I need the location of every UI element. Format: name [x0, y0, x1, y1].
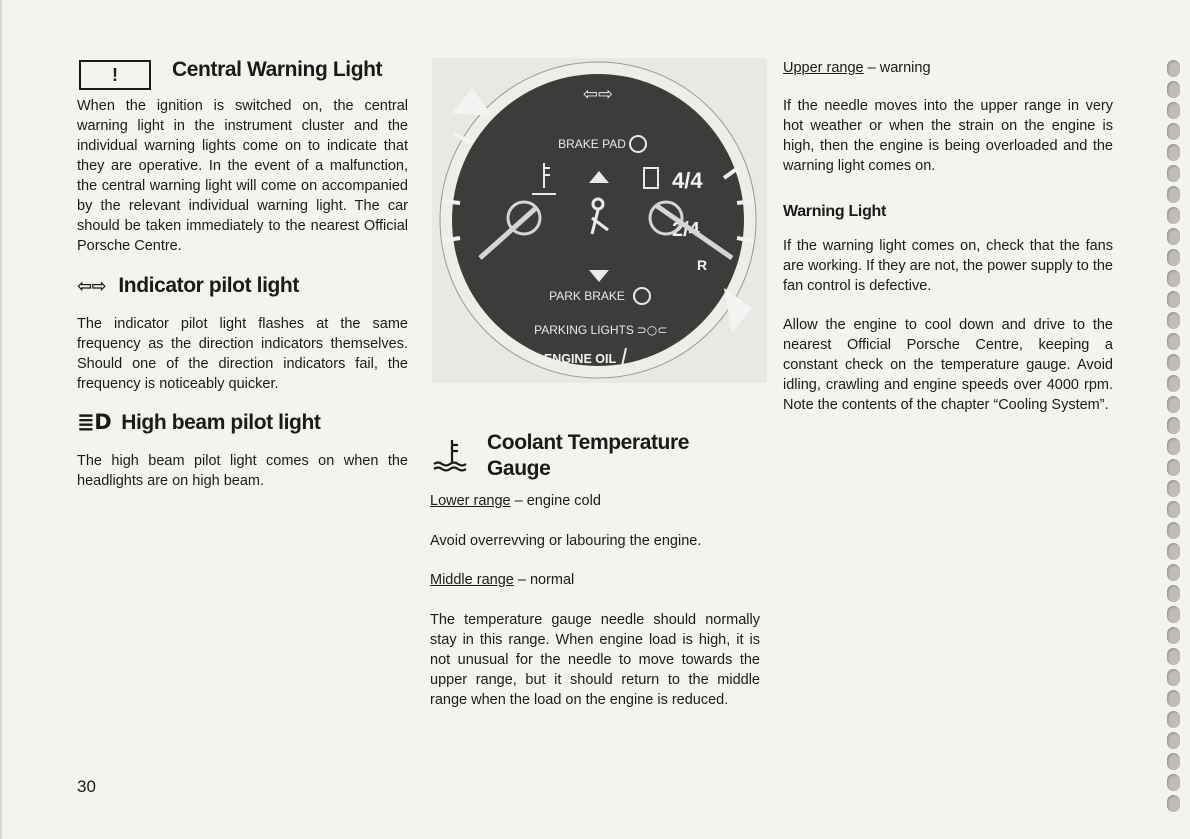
- indicator-arrows-icon: ⇦⇨: [77, 276, 107, 297]
- binding-hole: [1167, 417, 1180, 434]
- binding-hole: [1167, 459, 1180, 476]
- lower-range-text: – engine cold: [510, 493, 601, 509]
- high-beam-heading-row: [77, 412, 408, 433]
- binding-hole: [1167, 480, 1180, 497]
- allow-engine-body: Allow the engine to cool down and drive to the nearest Official Porsche Centre, keeping a constant check on the temperature gauge. Avoid idling, crawling and engine speeds over 4000 rpm. Note the contents of the chapter “Cooling System”.: [783, 317, 1113, 413]
- binding-hole: [1167, 291, 1180, 308]
- warning-light-body: If the warning light comes on, check that the fans are working. If they are not, the power supply to the fan control is defective.: [783, 238, 1113, 294]
- binding-hole: [1167, 333, 1180, 350]
- binding-holes: [1162, 60, 1184, 820]
- indicator-heading-row: [77, 276, 408, 297]
- binding-hole: [1167, 438, 1180, 455]
- middle-range-body: The temperature gauge needle should normally stay in this range. When engine load is high, it is not unusual for the needle to move towards the upper range, but it should return to the middle range when the load on the engine is reduced.: [430, 612, 760, 708]
- binding-hole: [1167, 564, 1180, 581]
- fuel-half-label: 2/4: [672, 219, 700, 241]
- coolant-temp-heading-icon: [432, 436, 472, 472]
- binding-hole: [1167, 144, 1180, 161]
- parking-lights-label: PARKING LIGHTS: [534, 323, 634, 337]
- binding-hole: [1167, 774, 1180, 791]
- upper-range-line: [783, 58, 1113, 78]
- binding-hole: [1167, 81, 1180, 98]
- binding-hole: [1167, 669, 1180, 686]
- warning-light-heading: Warning Light: [783, 203, 887, 220]
- brake-pad-label: BRAKE PAD: [558, 137, 626, 151]
- lower-range-advice: Avoid overrevving or labouring the engine.: [430, 533, 702, 549]
- binding-hole: [1167, 543, 1180, 560]
- indicator-arrows-icon: ⇦⇨: [582, 84, 614, 105]
- warning-symbol: !: [112, 65, 118, 85]
- coolant-heading-line2: Gauge: [487, 457, 551, 480]
- indicator-heading: Indicator pilot light: [118, 274, 299, 297]
- binding-hole: [1167, 375, 1180, 392]
- gauge-svg: [432, 58, 767, 383]
- instrument-gauge-illustration: [432, 58, 767, 383]
- binding-hole: [1167, 165, 1180, 182]
- middle-range-text: – normal: [513, 572, 575, 588]
- binding-hole: [1167, 711, 1180, 728]
- coolant-heading-line1: Coolant Temperature: [487, 431, 690, 454]
- parking-lights-icon: ⊃○⊂: [636, 323, 668, 337]
- central-warning-heading: Central Warning Light: [172, 58, 383, 81]
- binding-hole: [1167, 648, 1180, 665]
- central-warning-body: When the ignition is switched on, the central warning light in the instrument cluster and the individual warning lights come on to indicate that they are operative. In the event of a malfunction, the central warning light will come on accompanied by the relevant individual warning light. The car should be taken immediately to the nearest Official Porsche Centre.: [77, 98, 408, 254]
- binding-hole: [1167, 501, 1180, 518]
- binding-hole: [1167, 270, 1180, 287]
- binding-hole: [1167, 522, 1180, 539]
- high-beam-icon: ≣D: [77, 410, 112, 434]
- lower-range-label: Lower range: [430, 493, 511, 509]
- binding-hole: [1167, 123, 1180, 140]
- page-number: 30: [77, 777, 96, 796]
- binding-hole: [1167, 753, 1180, 770]
- binding-hole: [1167, 354, 1180, 371]
- binding-hole: [1167, 228, 1180, 245]
- binding-hole: [1167, 585, 1180, 602]
- lower-range-line: [430, 491, 760, 511]
- central-warning-icon: [79, 60, 151, 90]
- park-brake-label: PARK BRAKE: [549, 289, 625, 303]
- upper-range-label: Upper range: [783, 60, 864, 76]
- high-beam-body: The high beam pilot light comes on when the headlights are on high beam.: [77, 453, 408, 489]
- engine-oil-label: ENGINE OIL: [543, 352, 617, 366]
- binding-hole: [1167, 312, 1180, 329]
- binding-hole: [1167, 396, 1180, 413]
- binding-hole: [1167, 207, 1180, 224]
- binding-hole: [1167, 795, 1180, 812]
- binding-hole: [1167, 102, 1180, 119]
- binding-hole: [1167, 627, 1180, 644]
- binding-hole: [1167, 690, 1180, 707]
- coolant-heading: [487, 430, 757, 482]
- upper-range-body: If the needle moves into the upper range in very hot weather or when the strain on the engine is high, then the engine is being overloaded and the warning light comes on.: [783, 98, 1113, 174]
- indicator-body: The indicator pilot light flashes at the same frequency as the direction indicators themselves. Should one of the direction indicators fail, the frequency is noticeably quicker.: [77, 316, 408, 392]
- coolant-heading-icon: [432, 436, 472, 472]
- fuel-full-label: 4/4: [672, 168, 703, 193]
- binding-hole: [1167, 732, 1180, 749]
- binding-hole: [1167, 60, 1180, 77]
- binding-hole: [1167, 606, 1180, 623]
- fuel-reserve-label: R: [697, 257, 708, 273]
- high-beam-heading: High beam pilot light: [121, 411, 321, 434]
- binding-hole: [1167, 249, 1180, 266]
- upper-range-text: – warning: [863, 60, 931, 76]
- middle-range-label: Middle range: [430, 572, 514, 588]
- binding-hole: [1167, 186, 1180, 203]
- middle-range-line: [430, 570, 760, 590]
